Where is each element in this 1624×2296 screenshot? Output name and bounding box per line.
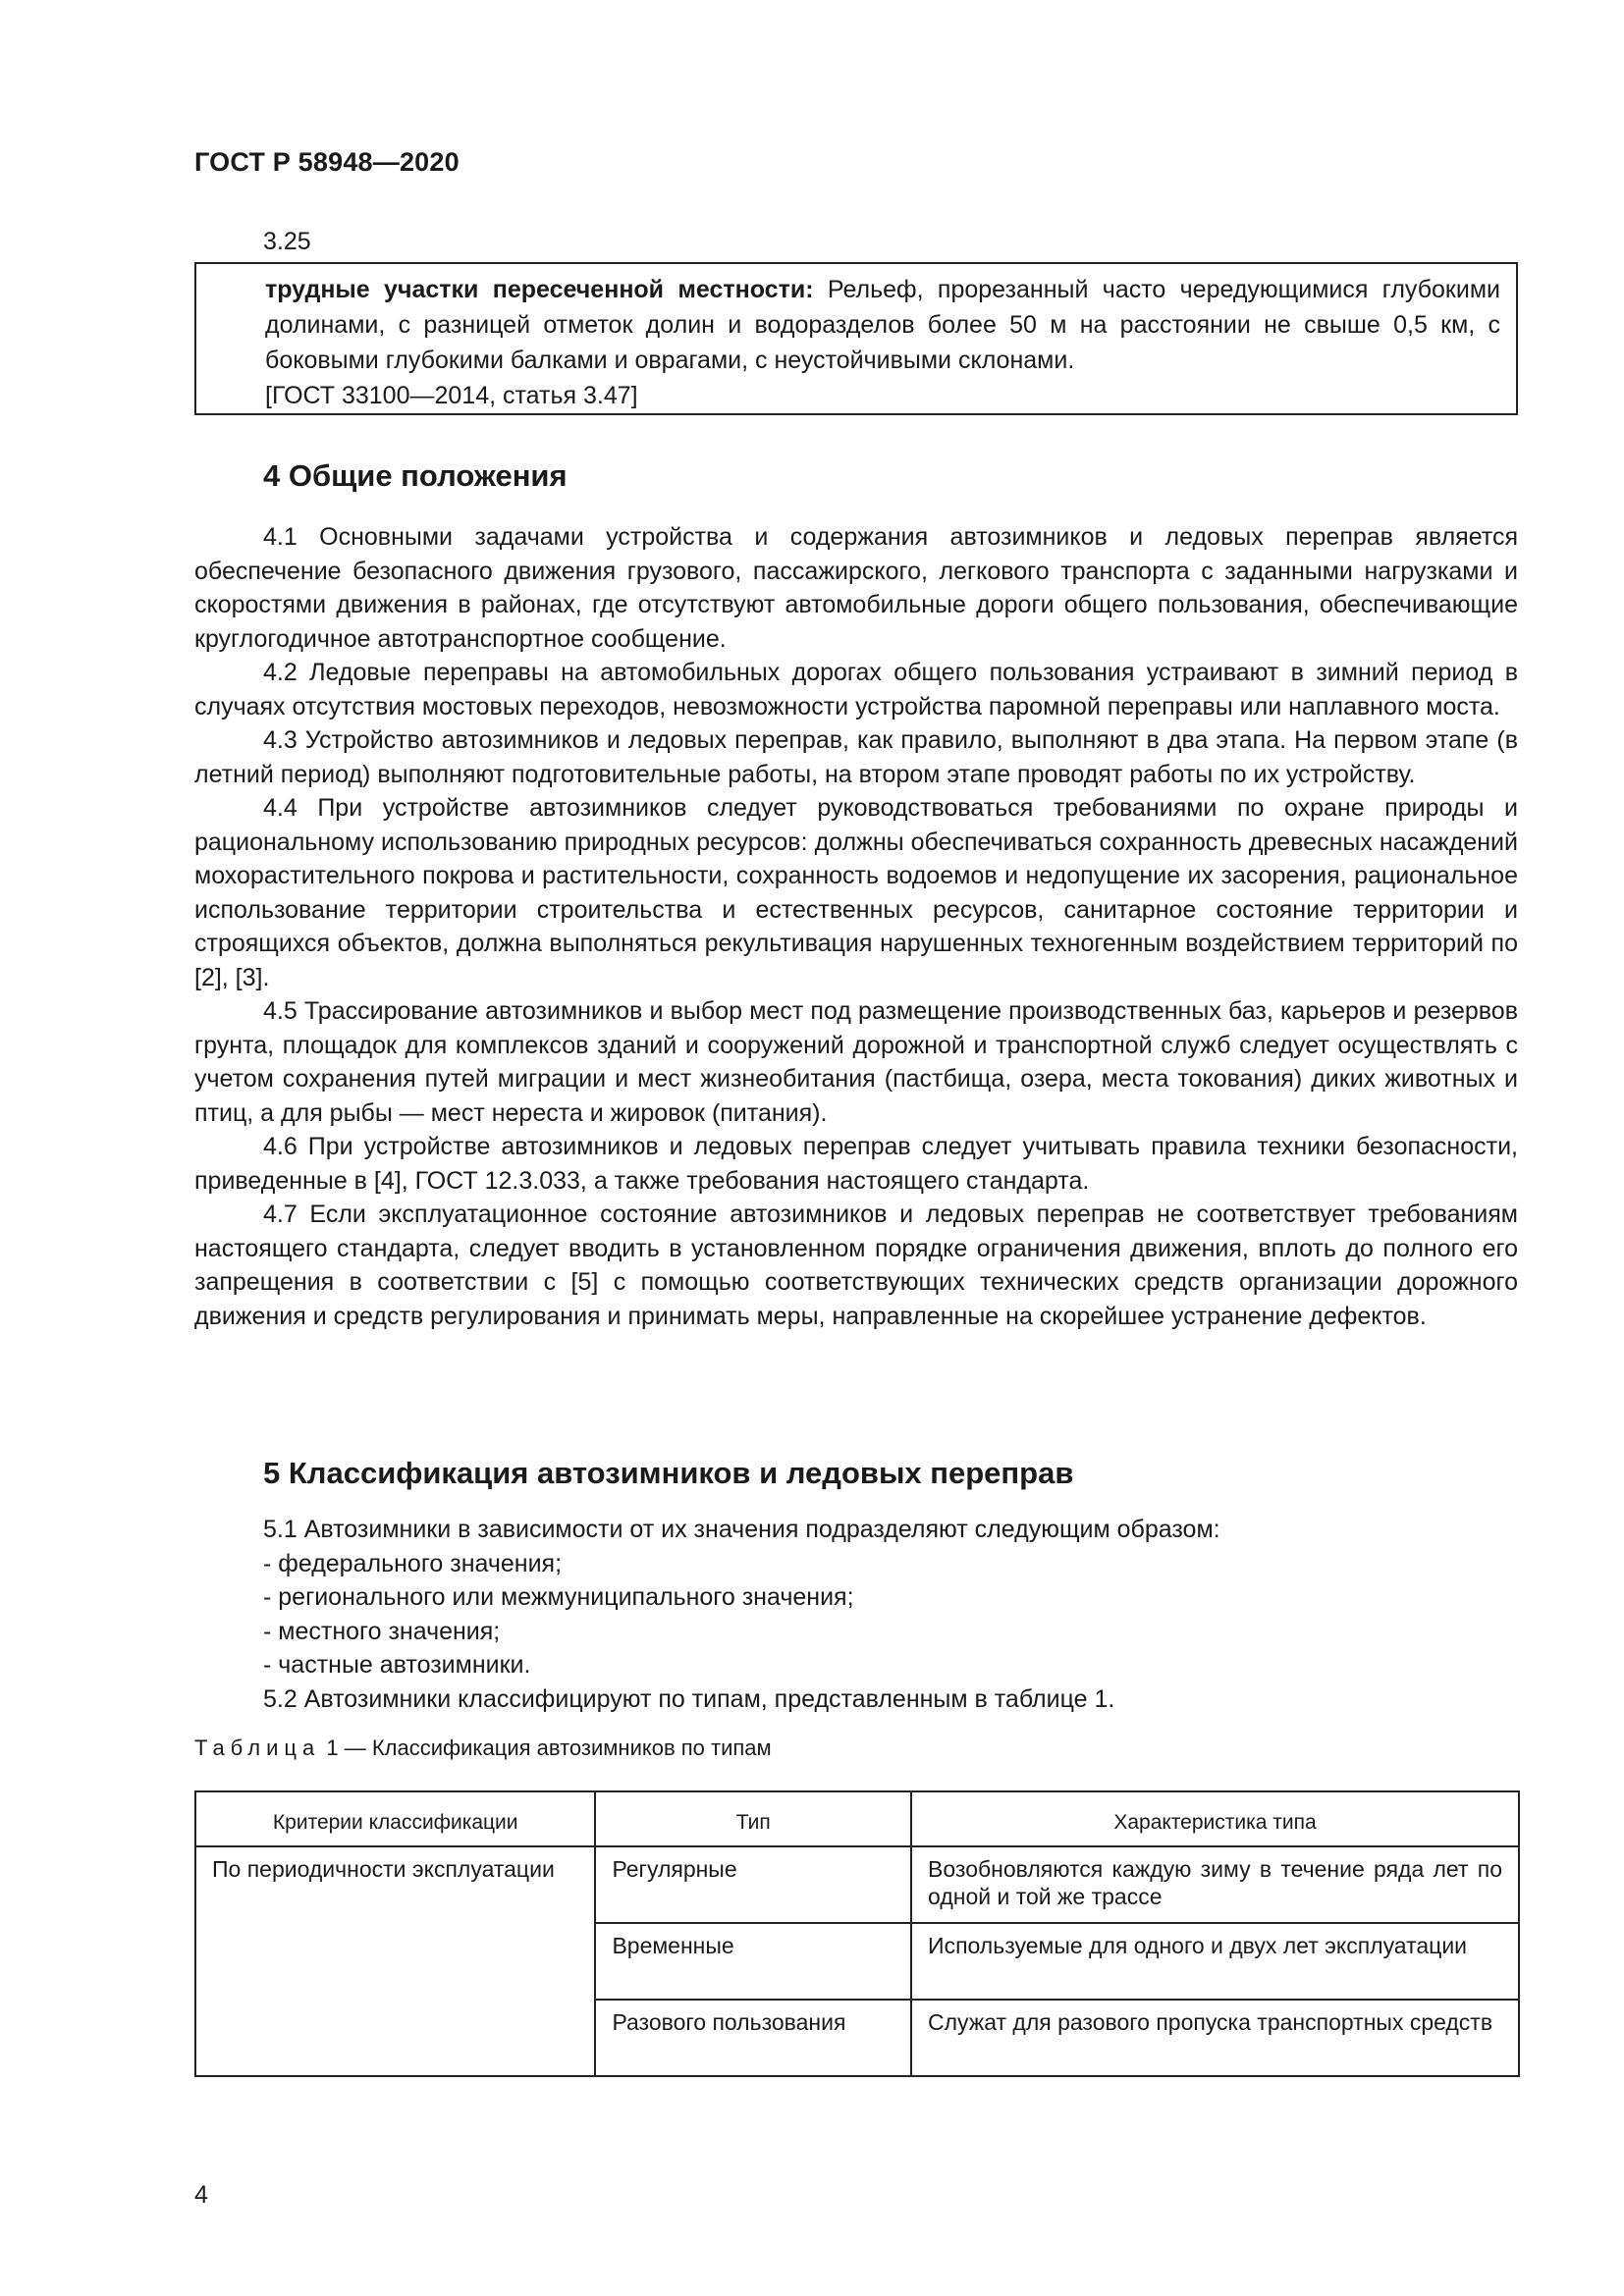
section-5-title: 5 Классификация автозимников и ледовых переправ xyxy=(263,1456,1074,1490)
type-cell: Разового пользования xyxy=(595,2000,911,2076)
description-cell: Служат для разового пропуска транспортных средств xyxy=(911,2000,1519,2076)
term-definition-box xyxy=(194,262,1518,415)
column-header-criteria: Критерии классификации xyxy=(195,1791,595,1846)
table-caption-text: 1 — Классификация автозимников по типам xyxy=(320,1735,772,1760)
column-header-type: Тип xyxy=(595,1791,911,1846)
paragraph-5-1: 5.1 Автозимники в зависимости от их значения подразделяют следующим образом: xyxy=(263,1516,1220,1543)
paragraph-4-1: 4.1 Основными задачами устройства и содержания автозимников и ледовых переправ является обеспечение безопасного движения грузового, пассажирского, легкового транспорта с заданными нагрузками и скоростями движения в районах, где отсутствуют автомобильные дороги общего пользования, обеспечивающие круглогодичное автотранспортное сообщение. xyxy=(194,523,1518,653)
paragraph-4-7: 4.7 Если эксплуатационное состояние автозимников и ледовых переправ не соответствует требованиям настоящего стандарта, следует вводить в установленном порядке ограничения движения, вплоть до полного его запрещения в соответствии с [5] с помощью соответствующих технических средств организации дорожного движения и средств регулирования и принимать меры, направленные на скорейшее устранение дефектов. xyxy=(194,1201,1518,1330)
term-number: 3.25 xyxy=(263,228,311,255)
description-cell: Возобновляются каждую зиму в течение ряда лет по одной и той же трассе xyxy=(911,1846,1519,1923)
term-name: трудные участки пересеченной местности: xyxy=(265,276,814,303)
paragraph-4-2: 4.2 Ледовые переправы на автомобильных дорогах общего пользования устраивают в зимний период в случаях отсутствия мостовых переходов, невозможности устройства паромной переправы или наплавного моста. xyxy=(194,659,1518,721)
page-number: 4 xyxy=(194,2181,208,2209)
paragraph-5-2: 5.2 Автозимники классифицируют по типам, представленным в таблице 1. xyxy=(263,1684,1115,1713)
section-4-body xyxy=(194,520,1518,1333)
section-4-title: 4 Общие положения xyxy=(263,458,568,493)
table-header-row xyxy=(195,1791,1519,1846)
table-caption-label: Таблица xyxy=(194,1735,321,1760)
list-item: - федерального значения; xyxy=(263,1549,563,1577)
paragraph-4-3: 4.3 Устройство автозимников и ледовых переправ, как правило, выполняют в два этапа. На первом этапе (в летний период) выполняют подготовительные работы, на втором этапе проводят работы по их устройству. xyxy=(194,726,1518,788)
term-definition: Рельеф, прорезанный часто чередующимися глубокими долинами, с разницей отметок долин и водоразделов более 50 м на расстоянии не свыше 0,5 км, с боковыми глубокими балками и оврагами, с неустойчивыми склонами. xyxy=(265,276,1500,374)
paragraph-4-6: 4.6 При устройстве автозимников и ледовых переправ следует учитывать правила техники безопасности, приведенные в [4], ГОСТ 12.3.033, а также требования настоящего стандарта. xyxy=(194,1133,1518,1195)
paragraph-4-5: 4.5 Трассирование автозимников и выбор мест под размещение производственных баз, карьеров и резервов грунта, площадок для комплексов зданий и сооружений дорожной и транспортной служб следует осуществлять с учетом сохранения путей миграции и мест жизнеобитания (пастбища, озера, места токования) диких животных и птиц, а для рыбы — мест нереста и жировок (питания). xyxy=(194,997,1518,1127)
list-item: - местного значения; xyxy=(263,1617,501,1645)
type-cell: Временные xyxy=(595,1923,911,2000)
term-source: [ГОСТ 33100—2014, статья 3.47] xyxy=(265,382,638,409)
column-header-characteristic: Характеристика типа xyxy=(911,1791,1519,1846)
list-item: - регионального или межмуниципального значения; xyxy=(263,1583,854,1612)
table-caption xyxy=(194,1735,772,1761)
description-cell: Используемые для одного и двух лет эксплуатации xyxy=(911,1923,1519,2000)
section-5-body xyxy=(194,1513,1518,1717)
paragraph-4-4: 4.4 При устройстве автозимников следует руководствоваться требованиями по охране природы и рациональному использованию природных ресурсов: должны обеспечиваться сохранность древесных насаждений мохорастительного покрова и растительности, сохранность водоемов и недопущение их засорения, рациональное использование территории строительства и естественных ресурсов, санитарное состояние территории и строящихся объектов, должна выполняться рекультивация нарушенных техногенным воздействием территорий по [2], [3]. xyxy=(194,794,1518,991)
list-item: - частные автозимники. xyxy=(263,1651,531,1680)
criterion-cell: По периодичности эксплуатации xyxy=(195,1846,595,2076)
document-header: ГОСТ Р 58948—2020 xyxy=(194,147,460,177)
table-row xyxy=(195,1846,1519,1923)
classification-table xyxy=(194,1790,1520,2077)
term-text xyxy=(265,272,1500,378)
type-cell: Регулярные xyxy=(595,1846,911,1923)
